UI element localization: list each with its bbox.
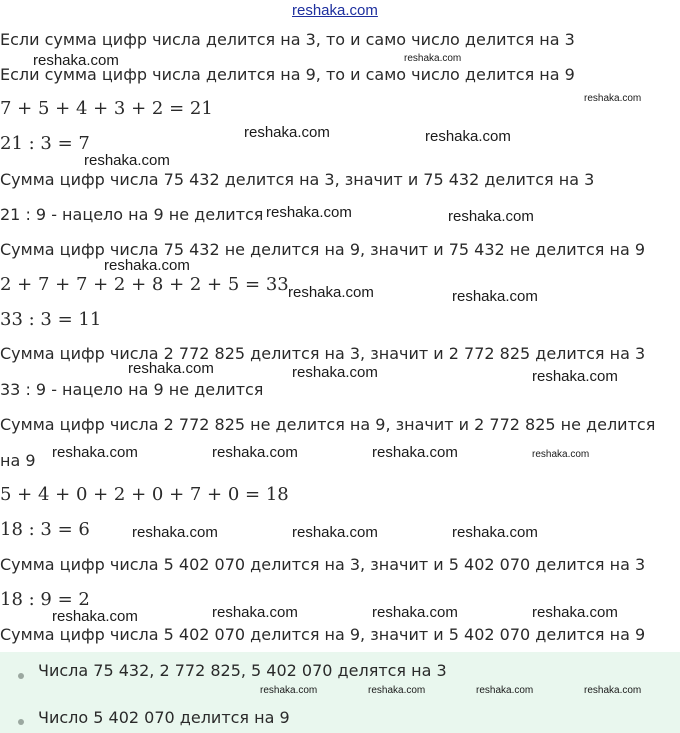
watermark: reshaka.com [532,604,618,621]
conclusion-75432-by-3: Сумма цифр числа 75 432 делится на 3, значит и 75 432 делится на 3 [0,170,595,189]
header-watermark-link[interactable]: reshaka.com [292,2,378,19]
watermark: reshaka.com [288,284,374,301]
watermark: reshaka.com [584,685,642,696]
division-18-by-3: 18 : 3 = 6 [0,519,90,540]
conclusion-5402070-by-3: Сумма цифр числа 5 402 070 делится на 3, значит и 5 402 070 делится на 3 [0,555,646,574]
watermark: reshaka.com [260,685,318,696]
watermark: reshaka.com [452,288,538,305]
watermark: reshaka.com [292,524,378,541]
watermark: reshaka.com [476,685,534,696]
conclusion-75432-by-9: Сумма цифр числа 75 432 не делится на 9, значит и 75 432 не делится на 9 [0,240,646,259]
bullet-icon [18,673,24,679]
watermark: reshaka.com [128,360,214,377]
watermark: reshaka.com [104,257,190,274]
watermark: reshaka.com [292,364,378,381]
rule-divisible-by-3: Если сумма цифр числа делится на 3, то и само число делится на 3 [0,30,575,49]
watermark: reshaka.com [52,608,138,625]
watermark: reshaka.com [372,604,458,621]
conclusion-2772825-by-9: Сумма цифр числа 2 772 825 не делится на 9, значит и 2 772 825 не делится [0,415,656,434]
watermark: reshaka.com [368,685,426,696]
digit-sum-75432: 7 + 5 + 4 + 3 + 2 = 21 [0,98,213,119]
final-conclusion-by-3: Числа 75 432, 2 772 825, 5 402 070 делятся на 3 [38,661,447,680]
watermark: reshaka.com [33,52,119,69]
watermark: reshaka.com [212,444,298,461]
watermark: reshaka.com [266,204,352,221]
digit-sum-2772825: 2 + 7 + 7 + 2 + 8 + 2 + 5 = 33 [0,274,289,295]
final-conclusion-by-9: Число 5 402 070 делится на 9 [38,708,290,727]
watermark: reshaka.com [404,53,462,64]
watermark: reshaka.com [452,524,538,541]
division-33-by-9: 33 : 9 - нацело на 9 не делится [0,380,264,399]
rule-divisible-by-9: Если сумма цифр числа делится на 9, то и само число делится на 9 [0,65,575,84]
conclusion-2772825-by-9-end: на 9 [0,451,36,470]
watermark: reshaka.com [425,128,511,145]
watermark: reshaka.com [132,524,218,541]
watermark: reshaka.com [52,444,138,461]
division-33-by-3: 33 : 3 = 11 [0,309,102,330]
conclusion-5402070-by-9: Сумма цифр числа 5 402 070 делится на 9, значит и 5 402 070 делится на 9 [0,625,646,644]
digit-sum-5402070: 5 + 4 + 0 + 2 + 0 + 7 + 0 = 18 [0,484,289,505]
watermark: reshaka.com [84,152,170,169]
division-21-by-9: 21 : 9 - нацело на 9 не делится [0,205,264,224]
conclusion-2772825-by-3: Сумма цифр числа 2 772 825 делится на 3, значит и 2 772 825 делится на 3 [0,344,646,363]
watermark: reshaka.com [532,449,590,460]
watermark: reshaka.com [448,208,534,225]
watermark: reshaka.com [372,444,458,461]
watermark: reshaka.com [212,604,298,621]
watermark: reshaka.com [584,93,642,104]
division-18-by-9: 18 : 9 = 2 [0,589,90,610]
watermark: reshaka.com [244,124,330,141]
bullet-icon [18,719,24,725]
watermark: reshaka.com [532,368,618,385]
division-21-by-3: 21 : 3 = 7 [0,133,90,154]
